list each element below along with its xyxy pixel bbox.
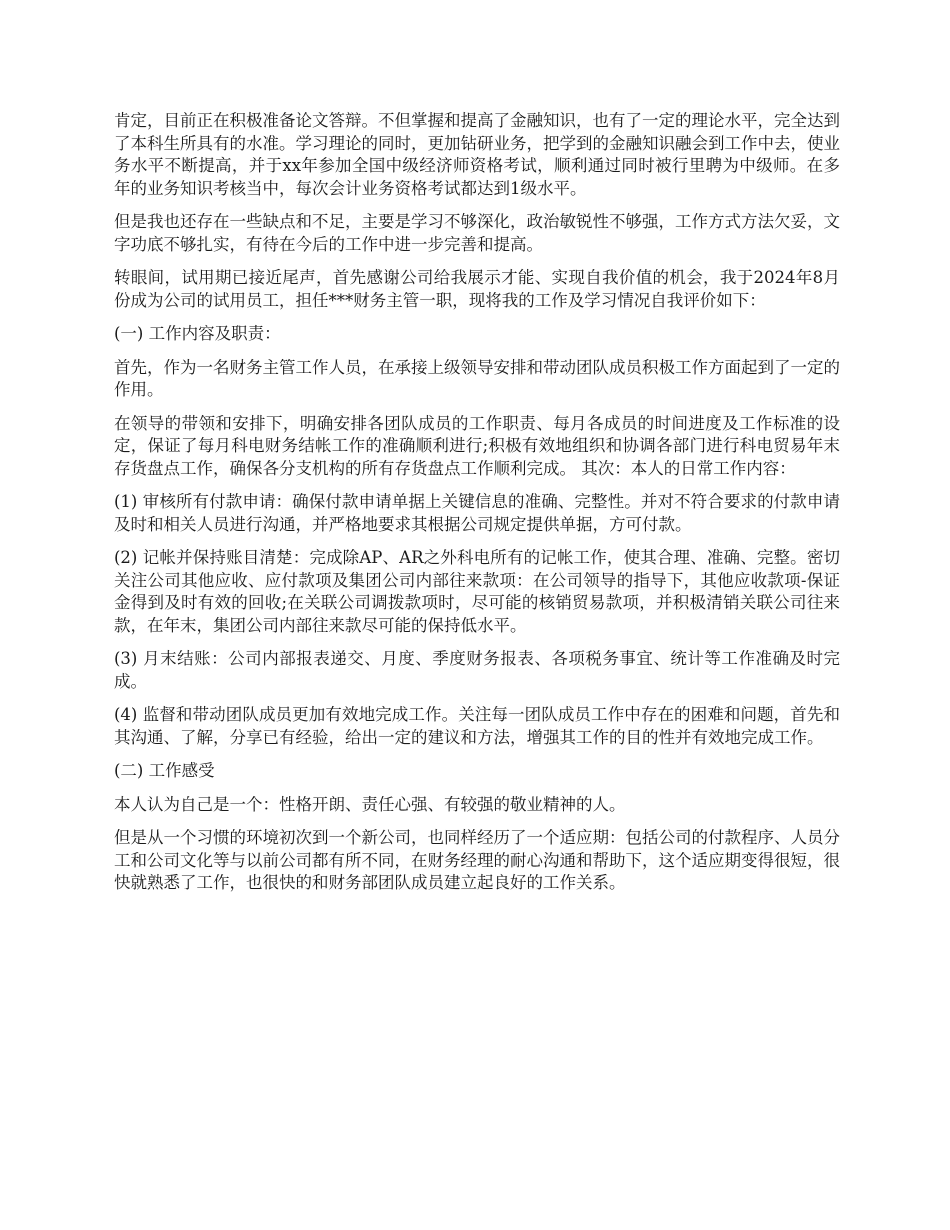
paragraph: 在领导的带领和安排下，明确安排各团队成员的工作职责、每月各成员的时间进度及工作标准的设定，保证了每月科电财务结帐工作的准确顺利进行;积极有效地组织和协调各部门进行科电贸易年末存货盘点工作，确保各分支机构的所有存货盘点工作顺利完成。 其次：本人的日常工作内容： [114,413,840,478]
paragraph: 肯定，目前正在积极准备论文答辩。不但掌握和提高了金融知识，也有了一定的理论水平，完全达到了本科生所具有的水准。学习理论的同时，更加钻研业务，把学到的金融知识融会到工作中去，使业务水平不断提高，并于xx年参加全国中级经济师资格考试，顺利通过同时被行里聘为中级师。在多年的业务知识考核当中，每次会计业务资格考试都达到1级水平。 [114,111,840,198]
paragraph: 转眼间，试用期已接近尾声，首先感谢公司给我展示才能、实现自我价值的机会，我于2024年8月份成为公司的试用员工，担任***财务主管一职，现将我的工作及学习情况自我评价如下： [114,268,840,310]
document-body [114,110,840,906]
section-heading: (一) 工作内容及职责： [114,324,281,343]
list-item: (2) 记帐并保持账目清楚：完成除AP、AR之外科电所有的记帐工作，使其合理、准确、完整。密切关注公司其他应收、应付款项及集团公司内部往来款项：在公司领导的指导下，其他应收款项-保证金得到及时有效的回收;在关联公司调拨款项时，尽可能的核销贸易款项，并积极清销关联公司往来款，在年末，集团公司内部往来款尽可能的保持低水平。 [114,548,840,635]
section-heading: (二) 工作感受 [114,761,215,780]
paragraph: 首先，作为一名财务主管工作人员，在承接上级领导安排和带动团队成员积极工作方面起到了一定的作用。 [114,357,840,399]
list-item: (1) 审核所有付款申请：确保付款申请单据上关键信息的准确、完整性。并对不符合要求的付款申请及时和相关人员进行沟通，并严格地要求其根据公司规定提供单据，方可付款。 [114,492,840,534]
list-item: (4) 监督和带动团队成员更加有效地完成工作。关注每一团队成员工作中存在的困难和问题，首先和其沟通、了解，分享已有经验，给出一定的建议和方法，增强其工作的目的性并有效地完成工作。 [114,705,840,747]
paragraph: 但是从一个习惯的环境初次到一个新公司，也同样经历了一个适应期：包括公司的付款程序、人员分工和公司文化等与以前公司都有所不同，在财务经理的耐心沟通和帮助下，这个适应期变得很短，很快就熟悉了工作，也很快的和财务部团队成员建立起良好的工作关系。 [114,828,840,892]
list-item: (3) 月末结账：公司内部报表递交、月度、季度财务报表、各项税务事宜、统计等工作准确及时完成。 [114,649,840,691]
paragraph: 本人认为自己是一个：性格开朗、责任心强、有较强的敬业精神的人。 [114,794,626,814]
paragraph: 但是我也还存在一些缺点和不足，主要是学习不够深化，政治敏锐性不够强，工作方式方法欠妥，文字功底不够扎实，有待在今后的工作中进一步完善和提高。 [114,212,840,254]
